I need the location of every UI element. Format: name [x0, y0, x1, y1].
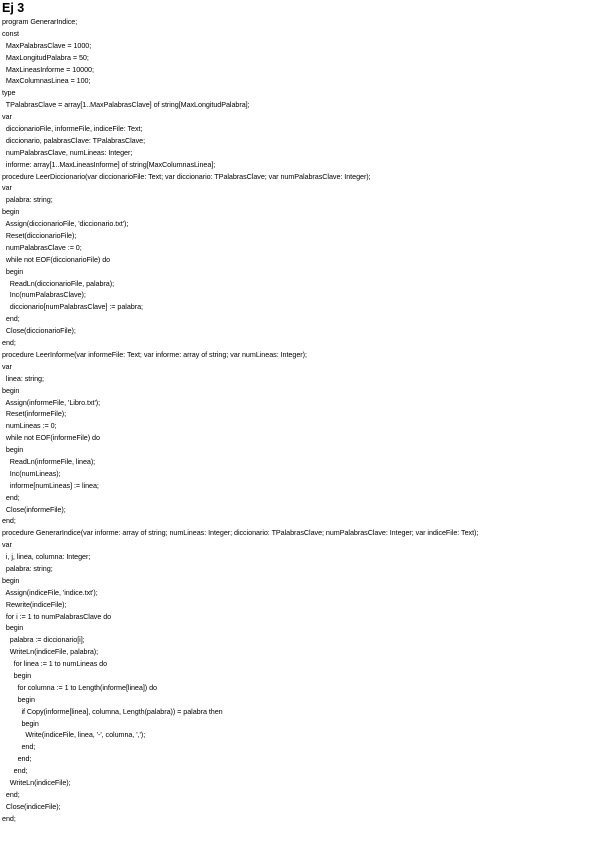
code-line: informe[numLineas] := linea;	[2, 480, 99, 490]
code-line: end;	[2, 766, 28, 776]
code-line: ReadLn(informeFile, linea);	[2, 456, 96, 466]
code-line: var	[2, 112, 12, 122]
code-line: end;	[2, 789, 20, 799]
code-line: MaxLongitudPalabra = 50;	[2, 52, 89, 62]
code-line: TPalabrasClave = array[1..MaxPalabrasClave] of string[MaxLongitudPalabra];	[2, 100, 250, 110]
code-line: begin	[2, 694, 35, 704]
code-line: begin	[2, 670, 32, 680]
code-line: begin	[2, 575, 20, 585]
code-line: MaxLineasInforme = 10000;	[2, 64, 94, 74]
code-line: numPalabrasClave := 0;	[2, 242, 82, 252]
code-line: var	[2, 540, 12, 550]
code-line: diccionario, palabrasClave: TPalabrasClave;	[2, 135, 146, 145]
code-line: Inc(numLineas);	[2, 468, 61, 478]
code-line: Inc(numPalabrasClave);	[2, 290, 86, 300]
code-line: for i := 1 to numPalabrasClave do	[2, 611, 112, 621]
code-line: MaxPalabrasClave = 1000;	[2, 40, 92, 50]
code-line: while not EOF(diccionarioFile) do	[2, 254, 111, 264]
code-line: WriteLn(indiceFile, palabra);	[2, 647, 99, 657]
code-line: palabra: string;	[2, 195, 53, 205]
code-line: Close(indiceFile);	[2, 801, 61, 811]
code-line: end;	[2, 314, 20, 324]
code-line: end;	[2, 516, 16, 526]
code-line: informe: array[1..MaxLineasInforme] of string[MaxColumnasLinea];	[2, 159, 216, 169]
code-line: end;	[2, 492, 20, 502]
code-line: palabra: string;	[2, 563, 53, 573]
code-line: begin	[2, 718, 39, 728]
code-line: if Copy(informe[linea], columna, Length(palabra)) = palabra then	[2, 706, 223, 716]
code-line: begin	[2, 266, 24, 276]
code-line: MaxColumnasLinea = 100;	[2, 76, 91, 86]
code-line: procedure LeerInforme(var informeFile: Text; var informe: array of string; var numLineas: Integer);	[2, 349, 307, 359]
code-line: numPalabrasClave, numLineas: Integer;	[2, 147, 133, 157]
code-line: end;	[2, 754, 32, 764]
code-line: program GenerarIndice;	[2, 17, 78, 26]
code-line: for columna := 1 to Length(informe[linea]) do	[2, 682, 157, 692]
code-line: WriteLn(indiceFile);	[2, 778, 71, 787]
code-line: diccionarioFile, informeFile, indiceFile: Text;	[2, 124, 143, 134]
code-line: Write(indiceFile, linea, '-', columna, ',');	[2, 730, 146, 740]
code-line: const	[2, 28, 19, 38]
code-line: procedure GenerarIndice(var informe: array of string; numLineas: Integer; diccionario: TPalabrasClave; numPalabrasClave: Integer; var indiceFile: Text);	[2, 528, 479, 538]
code-line: ReadLn(diccionarioFile, palabra);	[2, 278, 115, 288]
code-line: Reset(diccionarioFile);	[2, 231, 77, 241]
code-line: Assign(informeFile, 'Libro.txt');	[2, 397, 101, 407]
code-line: begin	[2, 445, 24, 455]
code-line: Assign(diccionarioFile, 'diccionario.txt');	[2, 219, 129, 229]
code-line: Close(diccionarioFile);	[2, 326, 76, 336]
code-line: numLineas := 0;	[2, 421, 57, 431]
code-line: Reset(informeFile);	[2, 409, 67, 419]
code-line: for linea := 1 to numLineas do	[2, 659, 108, 669]
code-line: palabra := diccionario[i];	[2, 635, 85, 645]
code-line: end;	[2, 813, 16, 823]
document-title: Ej 3	[2, 1, 25, 15]
code-line: procedure LeerDiccionario(var diccionarioFile: Text; var diccionario: TPalabrasClave; var numPalabrasClave: Integer);	[2, 171, 371, 181]
code-line: while not EOF(informeFile) do	[2, 433, 100, 443]
code-line: i, j, linea, columna: Integer;	[2, 552, 91, 562]
code-line: begin	[2, 623, 24, 633]
code-line: Assign(indiceFile, 'indice.txt');	[2, 587, 98, 597]
code-line: linea: string;	[2, 373, 44, 383]
code-line: Rewrite(indiceFile);	[2, 599, 67, 609]
code-line: end;	[2, 742, 36, 752]
code-line: var	[2, 183, 12, 193]
code-line: end;	[2, 338, 16, 348]
code-line: var	[2, 361, 12, 371]
code-line: type	[2, 88, 16, 98]
code-line: begin	[2, 207, 20, 217]
code-block	[2, 16, 597, 825]
code-line: diccionario[numPalabrasClave] := palabra;	[2, 302, 143, 312]
code-line: begin	[2, 385, 20, 395]
code-line: Close(informeFile);	[2, 504, 66, 514]
